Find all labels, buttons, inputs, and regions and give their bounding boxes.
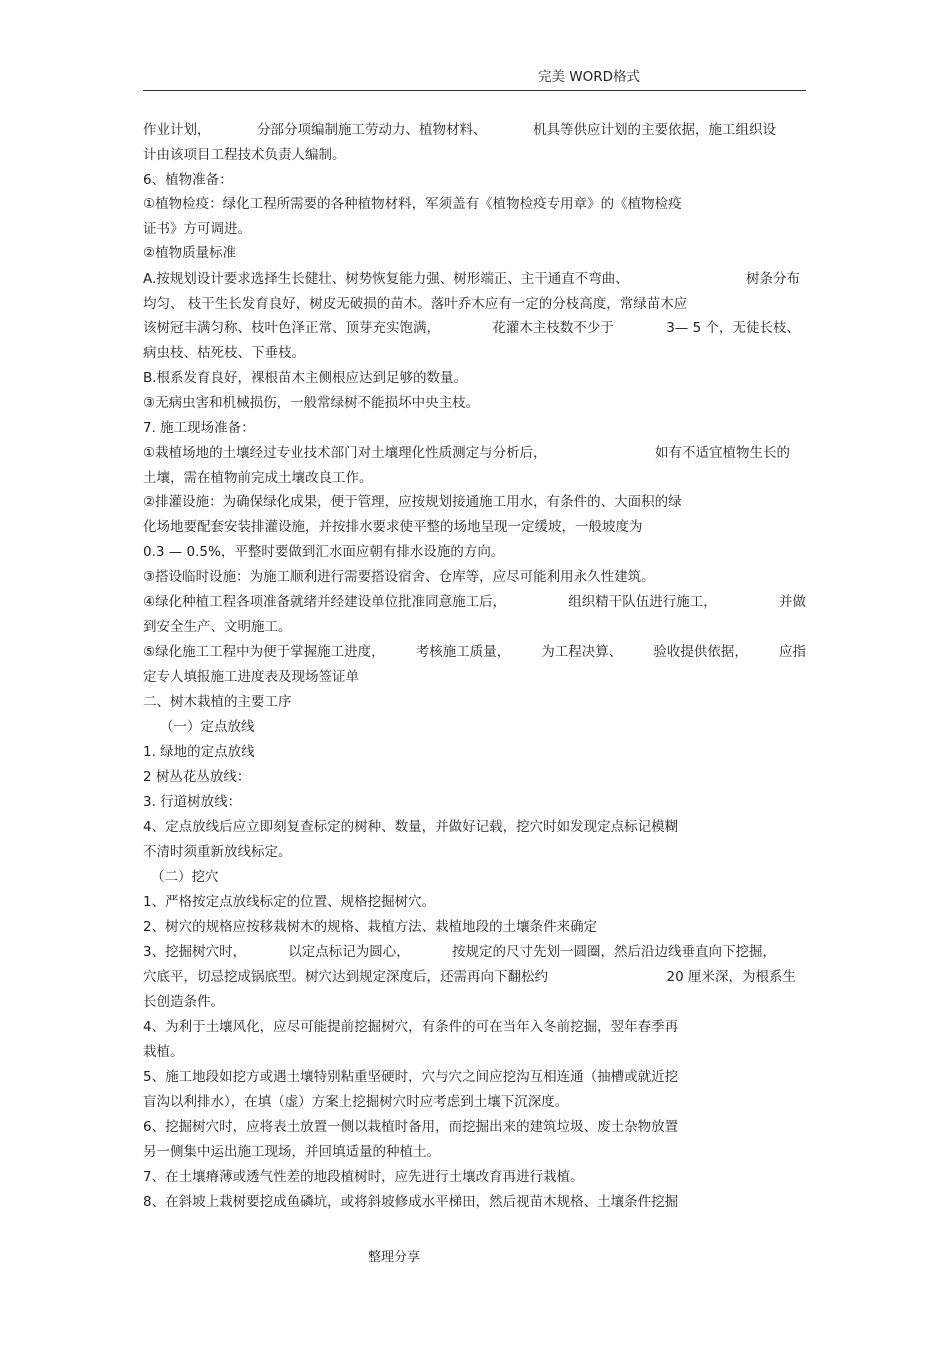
text-segment: 如有不适宜植物生长的 [655, 445, 790, 461]
text-segment: 7. 施工现场准备： [143, 420, 255, 436]
text-line [143, 244, 807, 262]
text-segment: 为工程决算、 [541, 644, 623, 660]
text-line [143, 344, 807, 362]
text-segment: 机具等供应计划的主要依据，施工组织设 [533, 122, 776, 138]
text-segment: ②排灌设施：为确保绿化成果，便于管理，应按规划接通施工用水，有条件的、大面积的绿 [143, 494, 682, 510]
text-line [143, 319, 800, 337]
text-line [143, 195, 807, 213]
text-segment: 3、挖掘树穴时， [143, 944, 247, 960]
text-segment: 另一侧集中运出施工现场，并回填适量的种植土。 [143, 1144, 440, 1160]
text-segment: ④绿化种植工程各项准备就绪并经建设单位批准同意施工后， [143, 594, 507, 610]
text-segment: 8、在斜坡上栽树要挖成鱼磷坑，或将斜坡修成水平梯田，然后视苗木规格、土壤条件挖掘 [143, 1194, 679, 1210]
text-segment: 定专人填报施工进度表及现场签证单 [143, 669, 359, 685]
text-segment: B.根系发育良好，裸根苗木主侧根应达到足够的数量。 [143, 370, 468, 386]
text-line [160, 718, 807, 736]
text-segment: 以定点标记为圆心， [288, 944, 410, 960]
text-segment: 证书》方可调进。 [143, 221, 251, 237]
text-segment: 3. 行道树放线： [143, 794, 242, 810]
text-line [143, 270, 800, 288]
text-line [143, 1068, 807, 1086]
text-line [143, 1193, 807, 1211]
text-segment: 树条分布 [746, 271, 800, 287]
text-line [143, 743, 807, 761]
text-line [143, 121, 776, 139]
text-segment: 验收提供依据， [653, 644, 748, 660]
text-line [143, 793, 807, 811]
text-line [143, 369, 807, 387]
text-line [143, 493, 807, 511]
page-footer: 整理分享 [368, 1250, 421, 1265]
text-line [143, 918, 807, 936]
text-line [143, 1143, 807, 1161]
page-header: 完美 WORD格式 [538, 69, 641, 85]
text-segment: 2、树穴的规格应按移栽树木的规格、栽植方法、栽植地段的土壤条件来确定 [143, 919, 598, 935]
text-segment: （一）定点放线 [160, 719, 255, 735]
text-line [143, 171, 807, 189]
text-line [143, 444, 790, 462]
text-line [143, 843, 807, 861]
text-segment: 4、为利于土壤风化，应尽可能提前挖掘树穴，有条件的可在当年入冬前挖掘，翌年春季再 [143, 1019, 679, 1035]
text-line [143, 220, 807, 238]
text-segment: 不清时须重新放线标定。 [143, 844, 292, 860]
text-segment: （二）挖穴 [151, 869, 219, 885]
text-line [143, 693, 807, 711]
text-segment: 1. 绿地的定点放线 [143, 744, 255, 760]
text-segment: 20 厘米深，为根系生 [666, 969, 796, 985]
text-segment: 化场地要配套安装排灌设施，并按排水要求使平整的场地呈现一定缓坡，一般坡度为 [143, 519, 643, 535]
text-line [143, 295, 807, 313]
text-segment: 并做 [778, 594, 806, 610]
text-segment: 5、施工地段如挖方或遇土壤特别粘重坚硬时，穴与穴之间应挖沟互相连通（抽槽或就近挖 [143, 1069, 679, 1085]
text-segment: 分部分项编制施工劳动力、植物材料、 [257, 122, 487, 138]
text-segment: 病虫枝、枯死枝、下垂枝。 [143, 345, 305, 361]
text-segment: 花灌木主枝数不少于 [492, 320, 614, 336]
text-line [143, 618, 807, 636]
text-line [143, 943, 776, 961]
text-segment: 1、严格按定点放线标定的位置、规格挖掘树穴。 [143, 894, 436, 910]
text-line [143, 1118, 807, 1136]
text-segment: 6、植物准备： [143, 172, 233, 188]
text-segment: 二、树木栽植的主要工序 [143, 694, 292, 710]
text-segment: 6、挖掘树穴时，应将表土放置一侧以栽植时备用，而挖掘出来的建筑垃圾、废土杂物放置 [143, 1119, 679, 1135]
text-segment: 土壤，需在植物前完成土壤改良工作。 [143, 470, 373, 486]
text-segment: 盲沟以利排水），在填（虚）方案上挖掘树穴时应考虑到土壤下沉深度。 [143, 1094, 569, 1110]
text-line [143, 643, 806, 661]
text-segment: ①栽植场地的土壤经过专业技术部门对土壤理化性质测定与分析后， [143, 445, 547, 461]
text-line [143, 968, 796, 986]
text-segment: 长创造条件。 [143, 994, 224, 1010]
header-divider [143, 90, 806, 91]
text-segment: 4、定点放线后应立即刻复查标定的树种、数量，并做好记载，挖穴时如发现定点标记模糊 [143, 819, 679, 835]
text-segment: 计由该项目工程技术负责人编制。 [143, 147, 346, 163]
text-line [143, 568, 807, 586]
text-line [143, 146, 807, 164]
text-line [143, 993, 807, 1011]
text-segment: ⑤绿化施工工程中为便于掌握施工进度， [143, 644, 385, 660]
text-line [143, 1043, 807, 1061]
text-line [143, 518, 807, 536]
text-line [143, 394, 807, 412]
text-line [143, 593, 806, 611]
text-segment: 到安全生产、文明施工。 [143, 619, 292, 635]
text-segment: 组织精干队伍进行施工， [568, 594, 717, 610]
text-line [143, 469, 807, 487]
text-line [143, 419, 807, 437]
text-segment: ③搭设临时设施：为施工顺利进行需要搭设宿舍、仓库等，应尽可能利用永久性建筑。 [143, 569, 655, 585]
text-line [143, 1018, 807, 1036]
text-line [151, 868, 807, 886]
text-line [143, 768, 807, 786]
text-line [143, 1168, 807, 1186]
text-segment: ①植物检疫：绿化工程所需要的各种植物材料，军须盖有《植物检疫专用章》的《植物检疫 [143, 196, 682, 212]
text-segment: A.按规划设计要求选择生长健壮、树势恢复能力强、树形端正、主干通直不弯曲、 [143, 271, 629, 287]
text-segment: 该树冠丰满匀称、枝叶色泽正常、顶芽充实饱满， [143, 320, 440, 336]
text-segment: 按规定的尺寸先划一圆圈，然后沿边线垂直向下挖掘， [452, 944, 776, 960]
text-segment: ②植物质量标准 [143, 245, 237, 261]
text-segment: 应指 [778, 644, 806, 660]
text-segment: 3— 5 个，无徒长枝、 [666, 320, 800, 336]
text-line [143, 893, 807, 911]
text-segment: 均匀、 枝干生长发育良好，树皮无破损的苗木。落叶乔木应有一定的分枝高度，常绿苗木应 [143, 296, 688, 312]
text-line [143, 543, 807, 561]
text-segment: 栽植。 [143, 1044, 184, 1060]
text-segment: 考核施工质量， [415, 644, 511, 660]
text-segment: 穴底平，切忌挖成锅底型。树穴达到规定深度后，还需再向下翻松约 [143, 969, 548, 985]
text-line [143, 818, 807, 836]
text-segment: 2 树丛花丛放线： [143, 769, 251, 785]
text-segment: ③无病虫害和机械损伤，一般常绿树不能损坏中央主枝。 [143, 395, 480, 411]
text-line [143, 668, 807, 686]
text-line [143, 1093, 807, 1111]
text-segment: 7、在土壤瘠薄或透气性差的地段植树时，应先进行土壤改育再进行栽植。 [143, 1169, 584, 1185]
text-segment: 作业计划， [143, 122, 211, 138]
text-segment: 0.3 — 0.5%，平整时要做到汇水面应朝有排水设施的方向。 [143, 544, 505, 560]
